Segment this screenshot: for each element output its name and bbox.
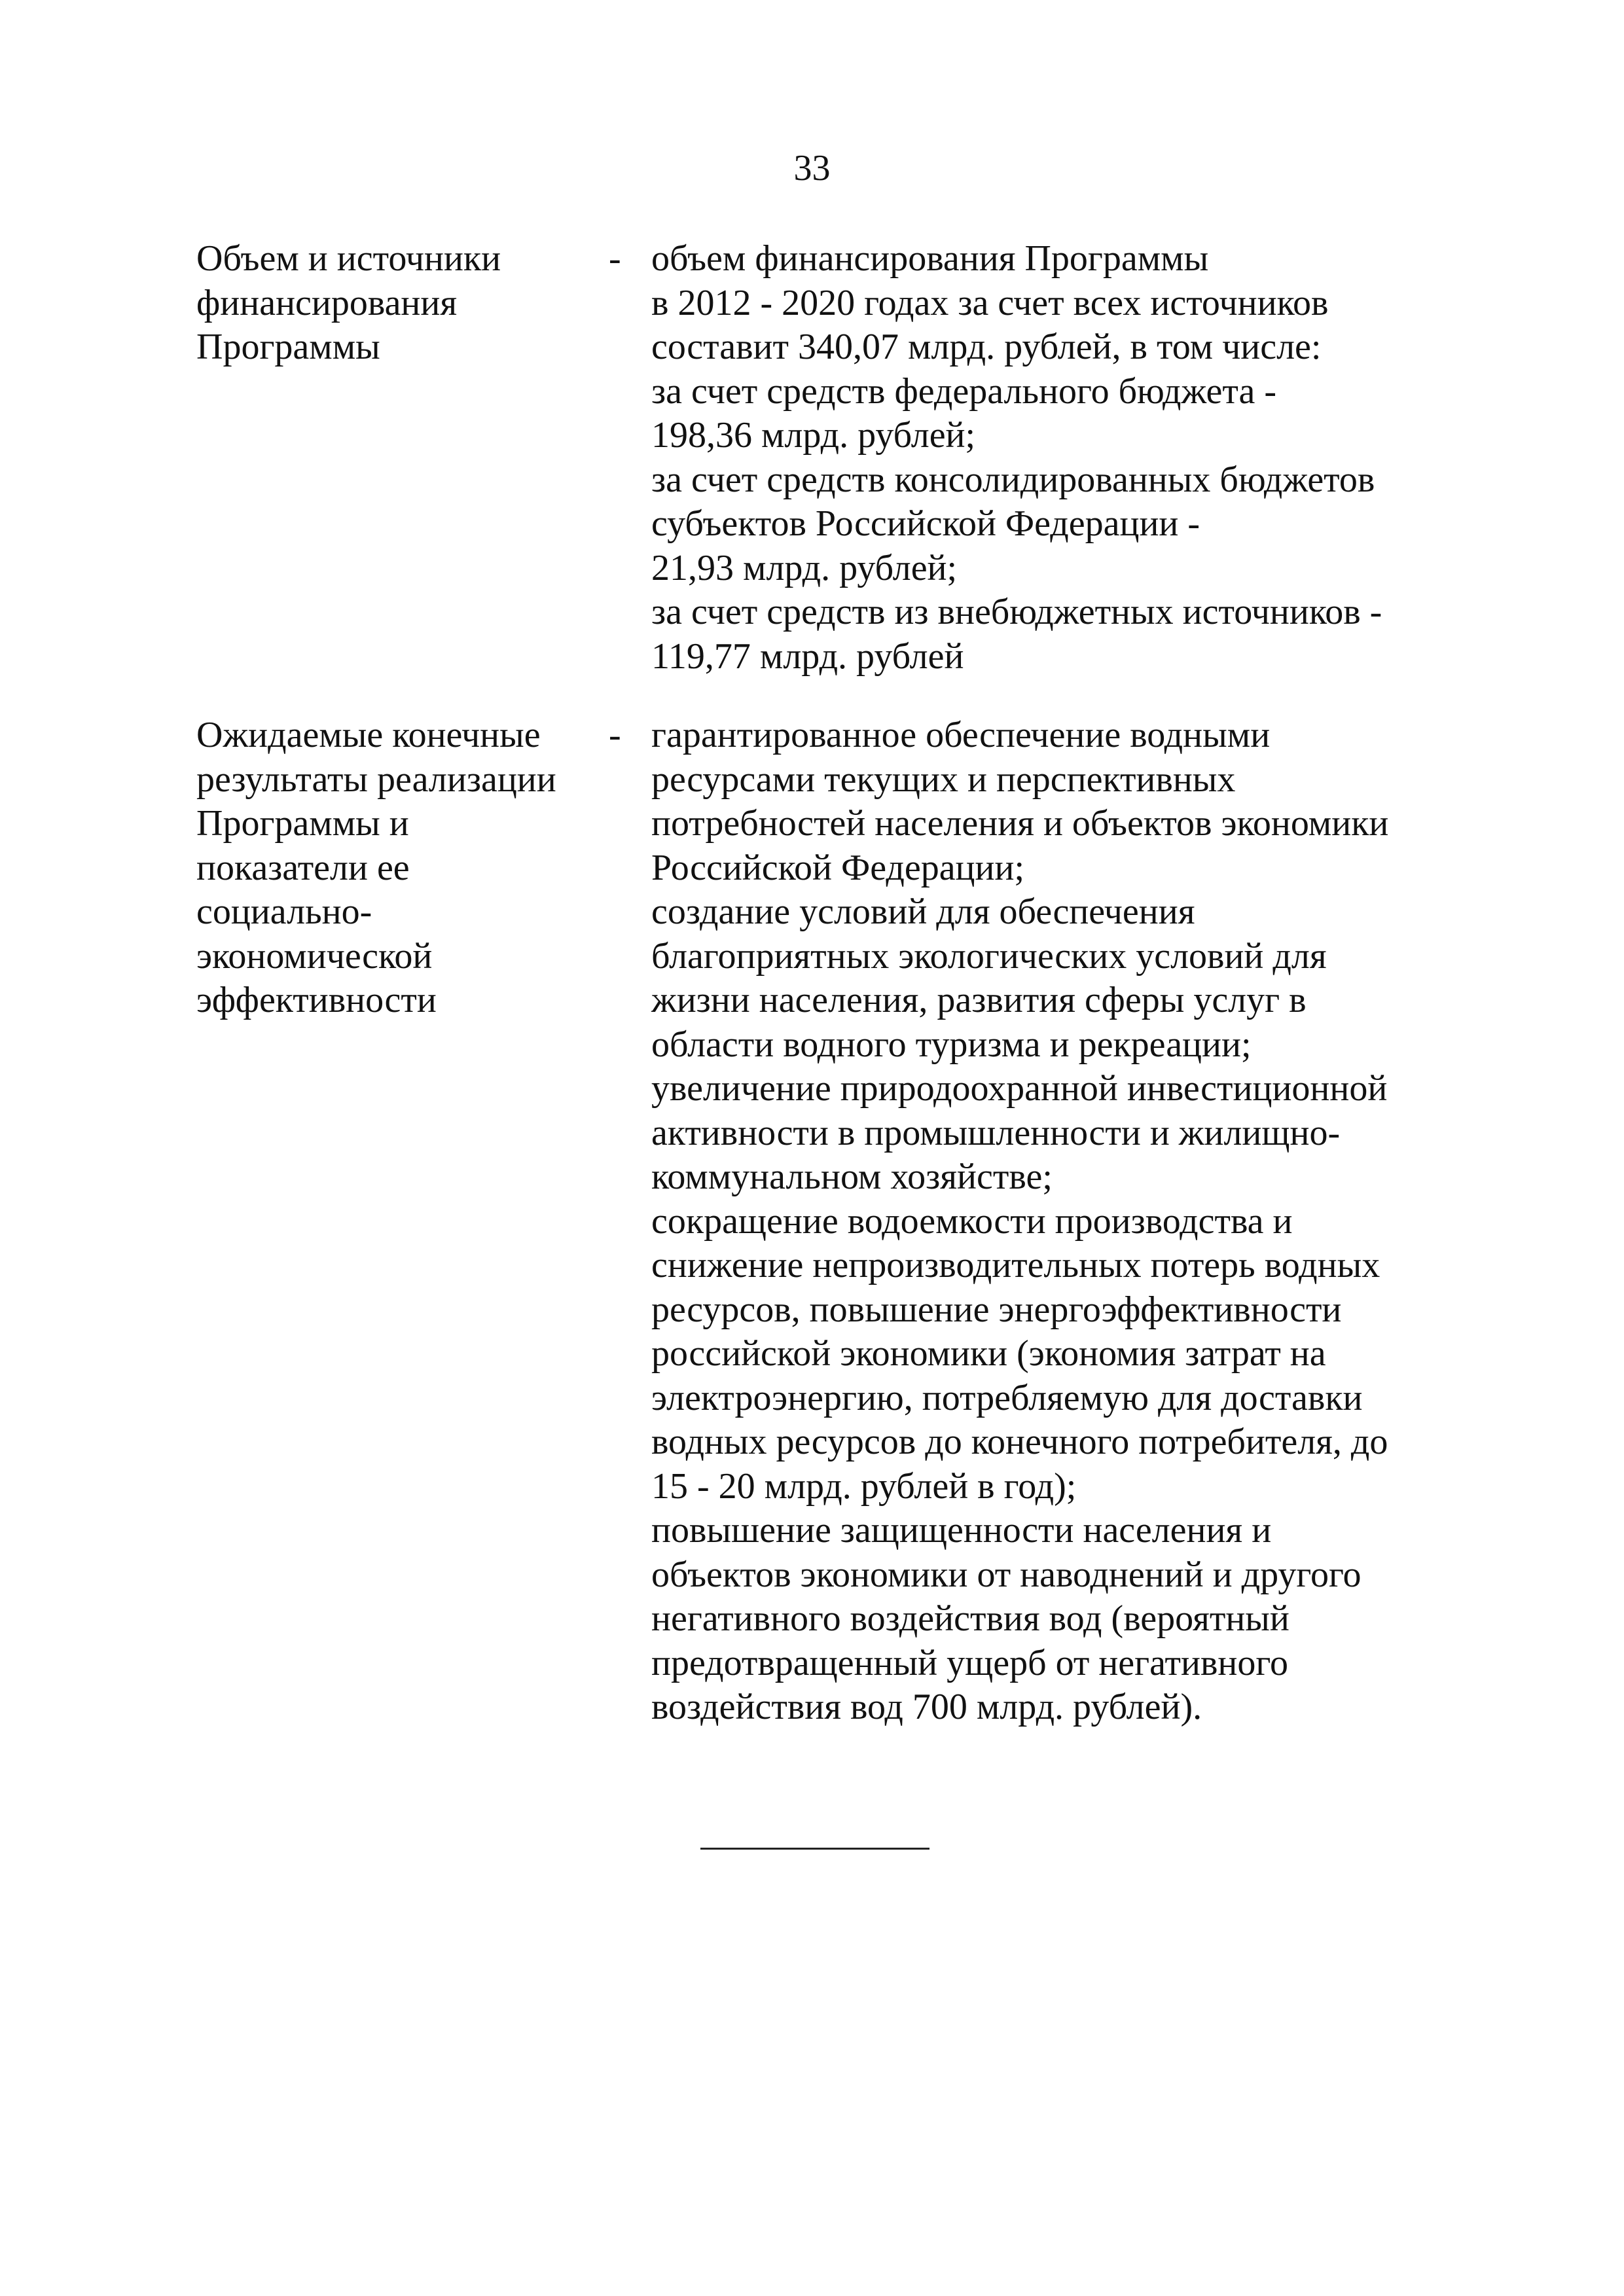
value-line: в 2012 - 2020 годах за счет всех источников <box>651 282 1329 323</box>
value-line: субъектов Российской Федерации - <box>651 503 1200 544</box>
label-line: результаты реализации <box>196 759 556 800</box>
value-line: 21,93 млрд. рублей; <box>651 547 958 588</box>
row-label <box>196 237 596 370</box>
value-line: за счет средств федерального бюджета - <box>651 370 1277 412</box>
label-line: экономической <box>196 935 433 977</box>
value-line: благоприятных экологических условий для <box>651 935 1327 977</box>
row-value <box>651 237 1476 679</box>
value-line: за счет средств консолидированных бюджетов <box>651 459 1375 500</box>
value-line: жизни населения, развития сферы услуг в <box>651 980 1307 1020</box>
value-line: ресурсами текущих и перспективных <box>651 759 1236 800</box>
value-line: составит 340,07 млрд. рублей, в том числе: <box>651 327 1322 367</box>
label-line: социально- <box>196 891 372 932</box>
row-value <box>651 713 1476 1730</box>
value-line: российской экономики (экономия затрат на <box>651 1333 1326 1374</box>
value-line: негативного воздействия вод (вероятный <box>651 1598 1290 1639</box>
value-line: 119,77 млрд. рублей <box>651 636 964 677</box>
label-line: Объем и источники <box>196 238 501 279</box>
value-line: объем финансирования Программы <box>651 238 1209 279</box>
value-line: потребностей населения и объектов экономики <box>651 803 1389 844</box>
value-line: ресурсов, повышение энергоэффективности <box>651 1289 1342 1330</box>
value-line: активности в промышленности и жилищно- <box>651 1112 1341 1153</box>
value-line: коммунальном хозяйстве; <box>651 1157 1053 1197</box>
label-line: Программы <box>196 327 380 367</box>
end-of-section-rule <box>700 1848 929 1850</box>
value-line: создание условий для обеспечения <box>651 891 1195 932</box>
value-line: объектов экономики от наводнений и другого <box>651 1554 1362 1595</box>
label-line: финансирования <box>196 282 458 323</box>
value-line: предотвращенный ущерб от негативного <box>651 1642 1288 1683</box>
label-line: Ожидаемые конечные <box>196 715 541 755</box>
page-number: 33 <box>793 148 831 188</box>
value-line: увеличение природоохранной инвестиционной <box>651 1068 1388 1109</box>
value-line: Российской Федерации; <box>651 847 1025 888</box>
value-line: области водного туризма и рекреации; <box>651 1024 1252 1065</box>
value-line: 15 - 20 млрд. рублей в год); <box>651 1465 1077 1507</box>
label-line: показатели ее <box>196 847 410 888</box>
row-dash: - <box>609 715 621 755</box>
row-dash: - <box>609 238 621 279</box>
value-line: водных ресурсов до конечного потребителя, до <box>651 1422 1388 1462</box>
label-line: Программы и <box>196 803 409 844</box>
row-label <box>196 713 596 1023</box>
value-line: воздействия вод 700 млрд. рублей). <box>651 1687 1202 1727</box>
value-line: гарантированное обеспечение водными <box>651 715 1271 755</box>
value-line: повышение защищенности населения и <box>651 1510 1272 1551</box>
value-line: за счет средств из внебюджетных источников - <box>651 592 1382 632</box>
value-line: 198,36 млрд. рублей; <box>651 415 976 456</box>
value-line: электроэнергию, потребляемую для доставки <box>651 1377 1363 1418</box>
value-line: снижение непроизводительных потерь водных <box>651 1245 1380 1285</box>
value-line: сокращение водоемкости производства и <box>651 1200 1293 1242</box>
label-line: эффективности <box>196 980 437 1020</box>
